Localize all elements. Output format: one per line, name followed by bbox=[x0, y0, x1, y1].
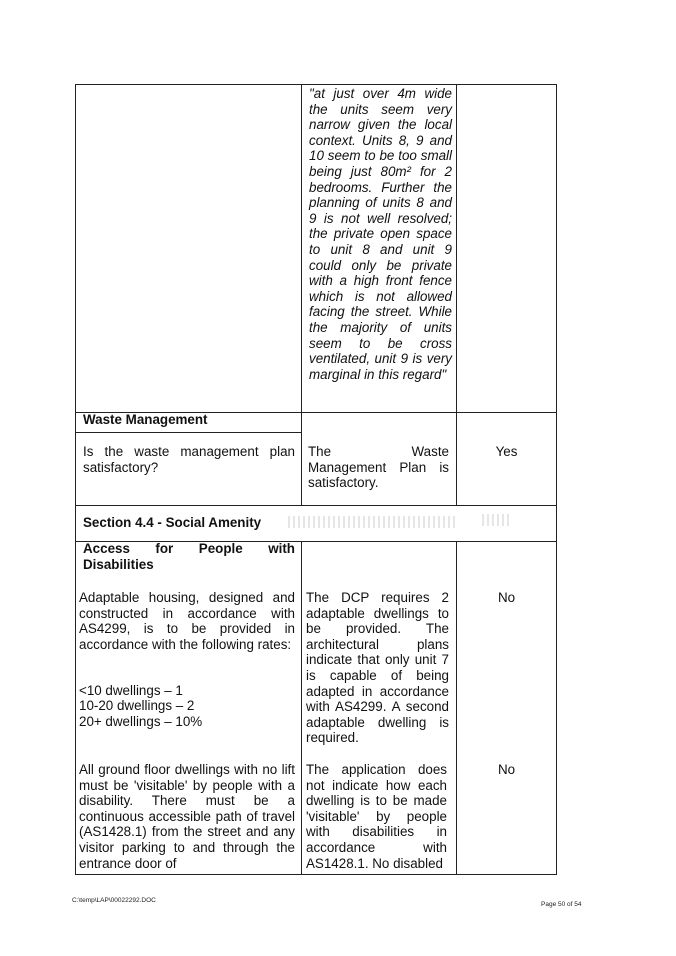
visitable-criterion: All ground floor dwellings with no lift must be 'visitable' by people with a disability. There must be a continuous accessible path of travel (AS1428.1) from the street and any visitor parking to and through the entrance door of bbox=[79, 762, 295, 871]
waste-comment: The Waste Management Plan is satisfactory. bbox=[308, 444, 449, 491]
access-heading: Access for People with Disabilities bbox=[83, 541, 295, 572]
section-heading: Section 4.4 - Social Amenity bbox=[83, 515, 262, 530]
rate-item: 20+ dwellings – 10% bbox=[79, 714, 203, 729]
planner-quote: "at just over 4m wide the units seem very narrow given the local context. Units 8, 9 and 10 seem to be too small being just 80m² for 2 bedrooms. Further the planning of units 8 and 9 is not well resolved; the private open space to unit 8 and unit 9 could only be private with a high front fence which is not allowed facing the street. While the majority of units seem to be cross ventilated, unit 9 is very marginal in this regard" bbox=[309, 86, 452, 382]
col-border-1b bbox=[301, 541, 302, 875]
access-comment: The DCP requires 2 adaptable dwellings to be provided. The architectural plans indicate that only unit 7 is capable of being adapted in accordance with AS4299. A second adaptable dwelling is required. bbox=[306, 590, 449, 746]
waste-heading: Waste Management bbox=[83, 412, 208, 427]
row-border-bottom bbox=[75, 874, 557, 875]
rate-item: 10-20 dwellings – 2 bbox=[79, 698, 195, 713]
scan-noise bbox=[288, 516, 458, 528]
row-border-section bbox=[75, 505, 557, 506]
row-border-top bbox=[75, 84, 557, 85]
scan-noise bbox=[482, 514, 512, 526]
footer-file-path: C:\temp\LAP\00022292.DOC bbox=[72, 897, 156, 904]
access-complies: No bbox=[497, 590, 516, 605]
access-criterion: Adaptable housing, designed and constructed in accordance with AS4299, is to be provided in accordance with the following rates: bbox=[79, 590, 295, 652]
waste-criterion: Is the waste management plan satisfactory? bbox=[83, 444, 295, 475]
col-border-2 bbox=[456, 84, 457, 506]
visitable-complies: No bbox=[497, 762, 516, 777]
waste-complies: Yes bbox=[495, 444, 518, 459]
rate-item: <10 dwellings – 1 bbox=[79, 683, 183, 698]
visitable-comment: The application does not indicate how each dwelling is to be made 'visitable' by people with disabilities in accordance with AS1428.1. No disabled bbox=[306, 762, 447, 871]
col-border-right bbox=[556, 84, 557, 875]
col-border-left bbox=[75, 84, 76, 875]
footer-page-number: Page 50 of 54 bbox=[541, 901, 582, 908]
row-border-waste-inner bbox=[75, 432, 302, 433]
col-border-1 bbox=[301, 84, 302, 506]
